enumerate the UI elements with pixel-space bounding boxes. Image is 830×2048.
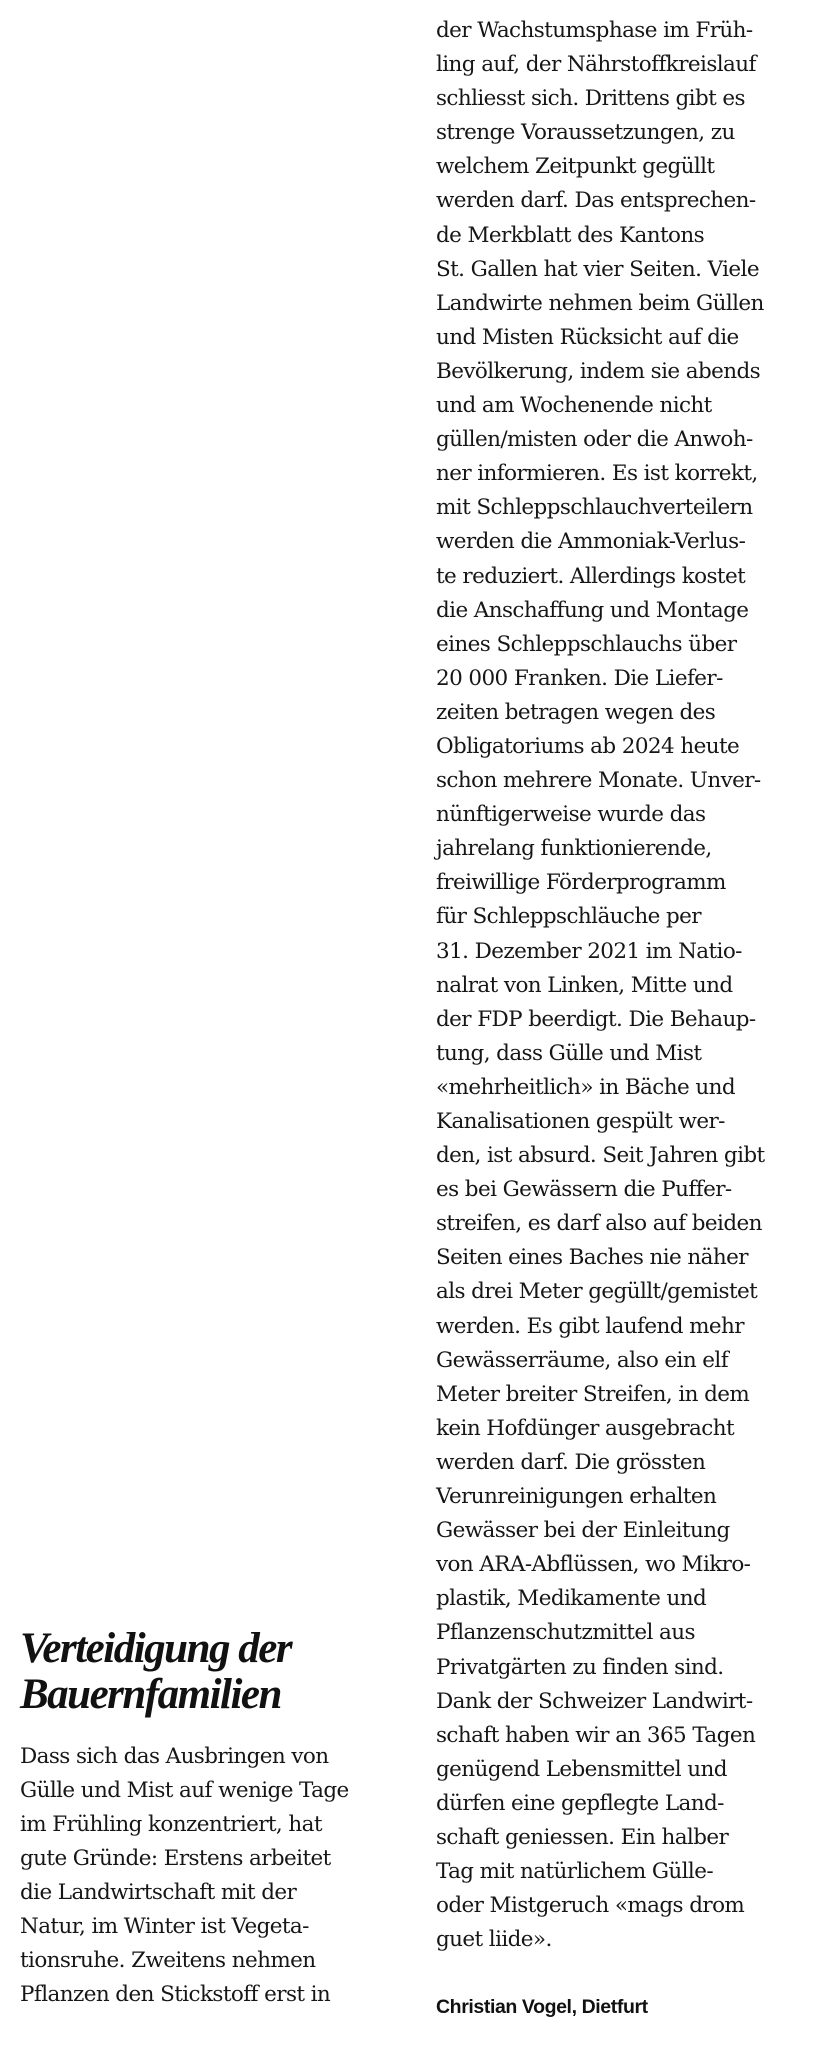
body-text-line: genügend Lebensmittel und — [436, 1756, 727, 1782]
body-text-line: werden darf. Die grössten — [436, 1449, 706, 1475]
body-text-line: Meter breiter Streifen, in dem — [436, 1381, 750, 1407]
body-text-line: «mehrheitlich» in Bäche und — [436, 1074, 735, 1100]
body-text-line: werden darf. Das entsprechen- — [436, 188, 756, 214]
body-text-line: ling auf, der Nährstoffkreislauf — [436, 52, 756, 78]
body-text-line: zeiten betragen wegen des — [436, 699, 716, 725]
body-text-line: tung, dass Gülle und Mist — [436, 1040, 702, 1066]
body-text-line: streifen, es darf also auf beiden — [436, 1211, 762, 1237]
body-text-line: St. Gallen hat vier Seiten. Viele — [436, 256, 759, 282]
body-text-line: als drei Meter gegüllt/gemistet — [436, 1279, 758, 1305]
body-text-line: Natur, im Winter ist Vegeta- — [20, 1914, 309, 1939]
body-text-line: strenge Voraussetzungen, zu — [436, 120, 735, 146]
letter-headline — [20, 1626, 402, 1718]
body-text-line: ner informieren. Es ist korrekt, — [436, 461, 758, 487]
body-text-line: 31. Dezember 2021 im Natio- — [436, 938, 742, 964]
body-text-line: nünftigerweise wurde das — [436, 802, 706, 828]
body-text-line: jahrelang funktionierende, — [436, 836, 712, 862]
body-text-line: werden die Ammoniak-Verlus- — [436, 529, 746, 555]
body-text-line: Kanalisationen gespült wer- — [436, 1109, 725, 1134]
body-text-line: und am Wochenende nicht — [436, 393, 712, 419]
body-text-line: Gülle und Mist auf wenige Tage — [20, 1778, 349, 1803]
body-text-line: tionsruhe. Zweitens nehmen — [20, 1948, 316, 1973]
body-text-line: Pflanzenschutzmittel aus — [436, 1620, 695, 1646]
article-column-right — [436, 14, 816, 2019]
body-text-line: oder Mistgeruch «mags drom — [436, 1893, 745, 1919]
body-text-line: te reduziert. Allerdings kostet — [436, 563, 746, 589]
body-text-line: für Schleppschläuche per — [436, 904, 701, 930]
body-text-line: gute Gründe: Erstens arbeitet — [20, 1846, 331, 1871]
body-text-line: guet liide». — [436, 1927, 552, 1953]
letter-author: Christian Vogel, Dietfurt — [436, 1996, 648, 2019]
body-text-line: der FDP beerdigt. Die Behaup- — [436, 1006, 756, 1032]
body-text-line: welchem Zeitpunkt gegüllt — [436, 154, 715, 180]
body-text-line: eines Schleppschlauchs über — [436, 631, 737, 657]
body-text-line: werden. Es gibt laufend mehr — [436, 1313, 744, 1339]
body-text-line: de Merkblatt des Kantons — [436, 222, 705, 248]
body-text-line: dürfen eine gepflegte Land- — [436, 1790, 724, 1816]
headline-line: Bauernfamilien — [20, 1671, 281, 1718]
body-text-line: die Anschaffung und Montage — [436, 597, 749, 623]
body-text-line: schliesst sich. Drittens gibt es — [436, 86, 745, 112]
body-text-line: im Frühling konzentriert, hat — [20, 1812, 322, 1837]
body-text-line: Gewässer bei der Einleitung — [436, 1518, 730, 1544]
body-text-line: Seiten eines Baches nie näher — [436, 1245, 748, 1271]
body-text-line: Landwirte nehmen beim Güllen — [436, 290, 764, 316]
body-text-line: schon mehrere Monate. Unver- — [436, 768, 761, 794]
body-text-line: Dass sich das Ausbringen von — [20, 1744, 329, 1769]
body-text-line: Obligatoriums ab 2024 heute — [436, 733, 740, 759]
body-text-line: schaft geniessen. Ein halber — [436, 1824, 729, 1850]
article-body-right — [436, 14, 816, 1957]
body-text-line: der Wachstumsphase im Früh- — [436, 18, 753, 43]
article-column-left — [20, 1626, 402, 2012]
body-text-line: güllen/misten oder die Anwoh- — [436, 427, 753, 453]
body-text-line: mit Schleppschlauchverteilern — [436, 495, 753, 521]
body-text-line: von ARA-Abflüssen, wo Mikro- — [436, 1552, 751, 1578]
article-body-left — [20, 1740, 402, 2012]
body-text-line: Gewässerräume, also ein elf — [436, 1347, 729, 1373]
body-text-line: Dank der Schweizer Landwirt- — [436, 1688, 753, 1714]
headline-line: Verteidigung der — [20, 1625, 292, 1672]
body-text-line: schaft haben wir an 365 Tagen — [436, 1722, 756, 1748]
body-text-line: es bei Gewässern die Puffer- — [436, 1177, 732, 1203]
body-text-line: Pflanzen den Stickstoff erst in — [20, 1982, 331, 2007]
body-text-line: nalrat von Linken, Mitte und — [436, 972, 733, 998]
body-text-line: den, ist absurd. Seit Jahren gibt — [436, 1143, 765, 1169]
body-text-line: plastik, Medikamente und — [436, 1586, 707, 1612]
body-text-line: 20 000 Franken. Die Liefer- — [436, 665, 723, 691]
body-text-line: Privatgärten zu finden sind. — [436, 1654, 724, 1680]
body-text-line: kein Hofdünger ausgebracht — [436, 1415, 734, 1441]
body-text-line: freiwillige Förderprogramm — [436, 870, 726, 896]
body-text-line: Tag mit natürlichem Gülle- — [436, 1859, 714, 1885]
body-text-line: die Landwirtschaft mit der — [20, 1880, 297, 1905]
body-text-line: und Misten Rücksicht auf die — [436, 324, 739, 350]
body-text-line: Bevölkerung, indem sie abends — [436, 358, 761, 384]
body-text-line: Verunreinigungen erhalten — [436, 1484, 717, 1510]
